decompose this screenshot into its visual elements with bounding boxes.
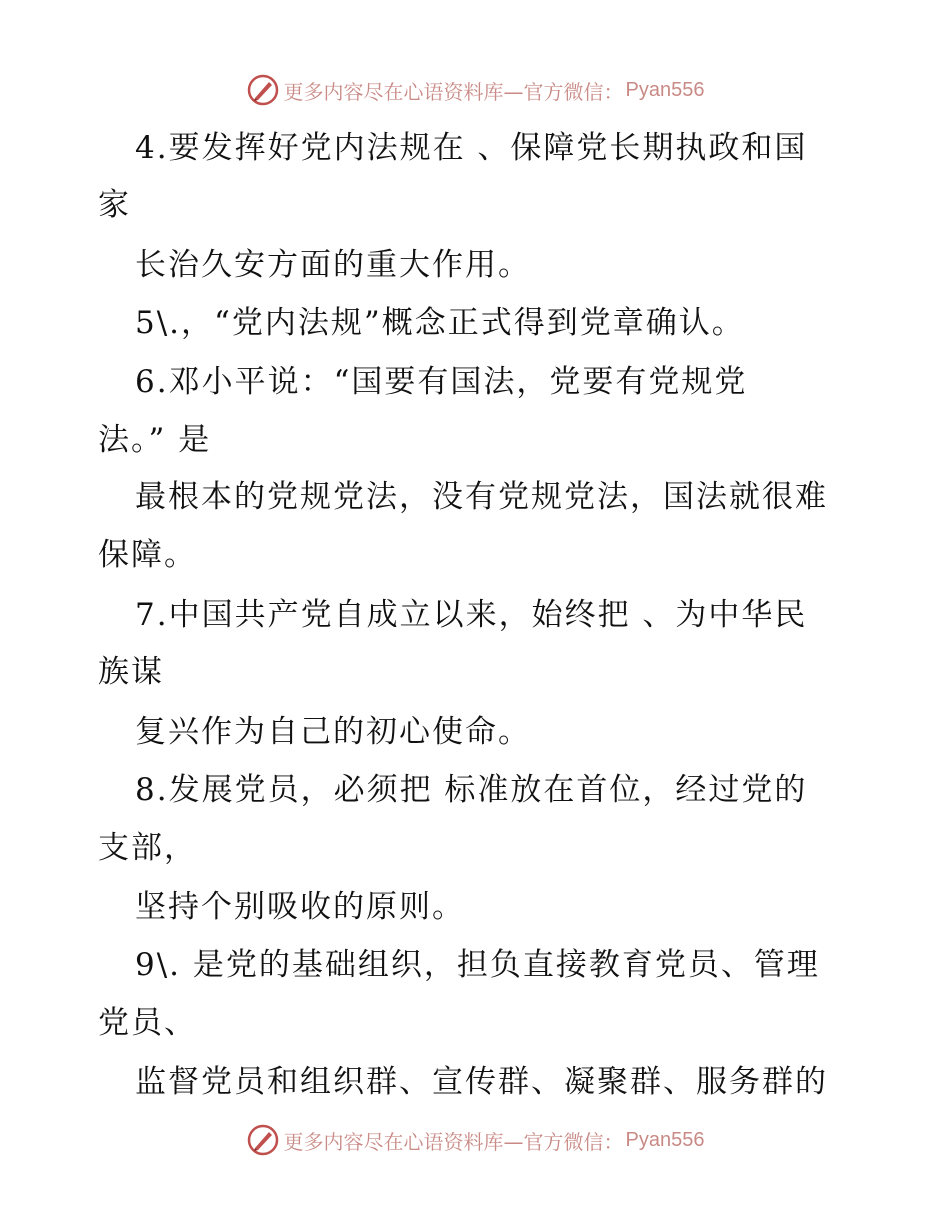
paragraph-line: 党员、	[98, 1005, 197, 1041]
watermark-text: 更多内容尽在心语资料库—官方微信：	[283, 1129, 624, 1154]
watermark-handle: Pyan556	[625, 78, 705, 101]
paragraph-line: 坚持个别吸收的原则。	[135, 889, 465, 925]
paragraph-line: 9\. 是党的基础组织，担负直接教育党员、管理	[135, 947, 820, 983]
paragraph-line: 长治久安方面的重大作用。	[135, 247, 531, 283]
paragraph-line: 法。” 是	[98, 422, 212, 458]
paragraph-line: 家	[98, 187, 131, 223]
watermark-handle: Pyan556	[625, 1128, 705, 1151]
paragraph-line: 最根本的党规党法，没有党规党法，国法就很难	[135, 479, 828, 515]
paragraph-line: 6.邓小平说：“国要有国法，党要有党规党	[135, 364, 748, 400]
paragraph-line: 8.发展党员，必须把 标准放在首位，经过党的	[135, 772, 808, 808]
paragraph-line: 4.要发挥好党内法规在 、保障党长期执政和国	[135, 130, 808, 166]
watermark-text: 更多内容尽在心语资料库—官方微信：	[283, 79, 624, 104]
footer-watermark	[0, 1120, 950, 1160]
paragraph-line: 支部，	[98, 830, 197, 866]
paragraph-line: 5\.，“党内法规”概念正式得到党章确认。	[135, 305, 745, 341]
paragraph-line: 复兴作为自己的初心使命。	[135, 714, 531, 750]
paragraph-line: 监督党员和组织群、宣传群、凝聚群、服务群的	[135, 1064, 828, 1100]
paragraph-line: 7.中国共产党自成立以来，始终把 、为中华民	[135, 597, 808, 633]
pen-logo-icon	[246, 1123, 280, 1157]
paragraph-line: 保障。	[98, 537, 197, 573]
paragraph-line: 族谋	[98, 654, 164, 690]
